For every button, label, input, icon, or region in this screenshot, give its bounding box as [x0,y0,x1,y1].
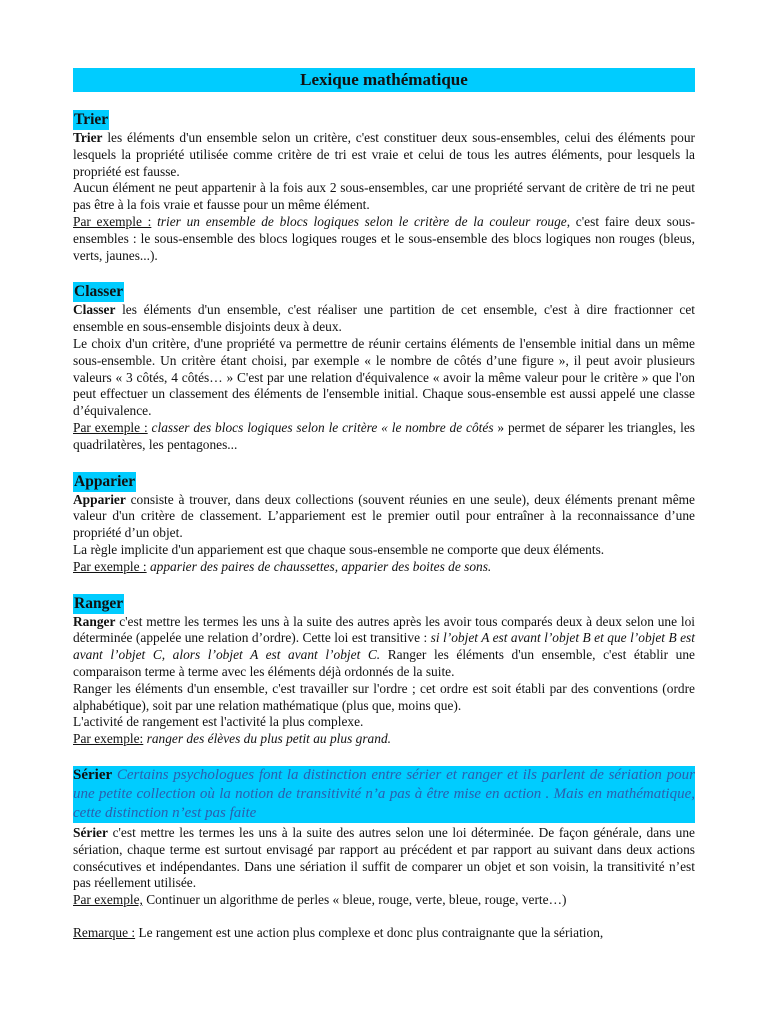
example-italic: apparier des paires de chaussettes, apparier des boites de sons. [146,558,492,574]
paragraph: Aucun élément ne peut appartenir à la fois aux 2 sous-ensembles, car une propriété servant de critère de tri ne peut pas être à la fois vraie et fausse pour un même élément. [73,180,695,213]
text-rest: Ranger les éléments d'un ensemble, c'est établir une comparaison terme à terme avec les éléments déjà ordonnés de la suite. [73,647,695,679]
example-italic: ranger des élèves du plus petit au plus grand. [143,731,391,747]
section-heading: Sérier [73,766,113,783]
remarque-label: Remarque : [73,924,136,940]
paragraph [73,130,695,180]
paragraph [73,825,695,892]
example-rest: Continuer un algorithme de perles « bleue, rouge, verte, bleue, rouge, verte…) [142,892,567,908]
text: les éléments d'un ensemble, c'est réaliser une partition de cet ensemble, c'est à dire fractionner cet ensemble en sous-ensemble disjoints deux à deux. [73,302,695,335]
example [73,420,695,454]
serier-note: Certains psychologues font la distinction entre sérier et ranger et ils parlent de sériation pour une petite collection où la notion de transitivité n’a pas à être mise en action . Mais en mathématique, cette distinction n’est pas faite [73,766,695,821]
term: Ranger [73,613,116,629]
example-rest: , c'est faire deux sous-ensembles : le sous-ensemble des blocs logiques rouges et le sous-ensemble des blocs logiques non rouges (bleus, verts, jaunes...). [73,213,696,263]
section-heading: Ranger [74,594,124,612]
section-heading: Trier [74,111,109,128]
paragraph: Le choix d'un critère, d'une propriété va permettre de réunir certains éléments de l'ensemble initial dans un même sous-ensemble. Un critère étant choisi, par exemple « le nombre de côtés d’une figure », il peut avoir plusieurs valeurs « 3 côtés, 4 côtés… » C'est par une relation d'équivalence « avoir la même valeur pour le critère » que l'on peut effectuer un classement des éléments de l'ensemble initial. Chaque sous-ensemble est aussi appelé une classe d’équivalence. [73,335,695,419]
paragraph: Ranger les éléments d'un ensemble, c'est travailler sur l'ordre ; cet ordre est soit établi par des conventions (ordre alphabétique), soit par une relation mathématique (plus que, moins que). [73,680,695,713]
text: c'est mettre les termes les uns à la suite des autres selon une loi déterminée. De façon générale, dans une sériation, chaque terme est surtout envisagé par rapport au précédent et par rapport au suivant dans deux actions consécutives et indépendantes. Dans une sériation il suffit de comparer un objet et son voisin, la transitivité n’est pas réellement utilisée. [73,824,695,891]
section-classer [73,282,695,453]
example-label: Par exemple: [73,731,144,747]
serier-highlight [73,766,695,823]
text: les éléments d'un ensemble selon un critère, c'est constituer deux sous-ensembles, celui des éléments pour lesquels la propriété utilisée comme critère de tri est vraie et celui de tous les autres éléments, pour lesquels la propriété est fausse. [73,130,695,179]
example [73,214,695,264]
section-ranger [73,594,695,748]
example [73,892,695,909]
section-serier [73,766,695,909]
text-italic: si l’objet A est avant l’objet B et que l’objet B est avant l’objet C, alors l’objet A est avant l’objet C. [73,630,695,663]
example-label: Par exemple, [73,892,143,908]
example-label: Par exemple : [73,558,147,574]
text: consiste à trouver, dans deux collections (souvent réunies en une seule), deux éléments prenant même valeur d'un critère de classement. L’appariement est le premier outil pour entraîner à la reconnaissance d’une propriété d’un objet. [73,491,695,541]
example-label: Par exemple : [73,213,152,229]
paragraph: La règle implicite d'un appariement est que chaque sous-ensemble ne comporte que deux éléments. [73,541,605,557]
paragraph: L'activité de rangement est l'activité la plus complexe. [73,714,364,730]
example-label: Par exemple : [73,419,148,435]
text: c'est mettre les termes les uns à la suite des autres après les avoir tous comparés deux à deux selon une loi déterminée (appelée une relation d’ordre). Cette loi est transitive : [73,613,695,646]
section-apparier [73,472,695,576]
section-heading: Apparier [74,472,136,490]
remarque [73,925,695,942]
example [73,731,695,748]
example-italic: classer des blocs logiques selon le critère « le nombre de côtés [147,419,494,435]
term: Classer [73,302,116,318]
document-page [73,68,695,942]
section-heading: Classer [74,283,124,301]
section-trier [73,110,695,264]
paragraph [73,302,695,336]
page-title: Lexique mathématique [73,68,695,92]
example-italic: trier un ensemble de blocs logiques selon le critère de la couleur rouge [151,213,567,229]
term: Trier [73,130,103,145]
example-rest: » permet de séparer les triangles, les quadrilatères, les pentagones... [73,419,696,452]
term: Sérier [73,824,108,840]
term: Apparier [73,491,126,507]
paragraph [73,614,695,681]
paragraph [73,492,695,542]
remarque-text: Le rangement est une action plus complexe et donc plus contraignante que la sériation, [135,924,604,940]
example [73,559,695,576]
